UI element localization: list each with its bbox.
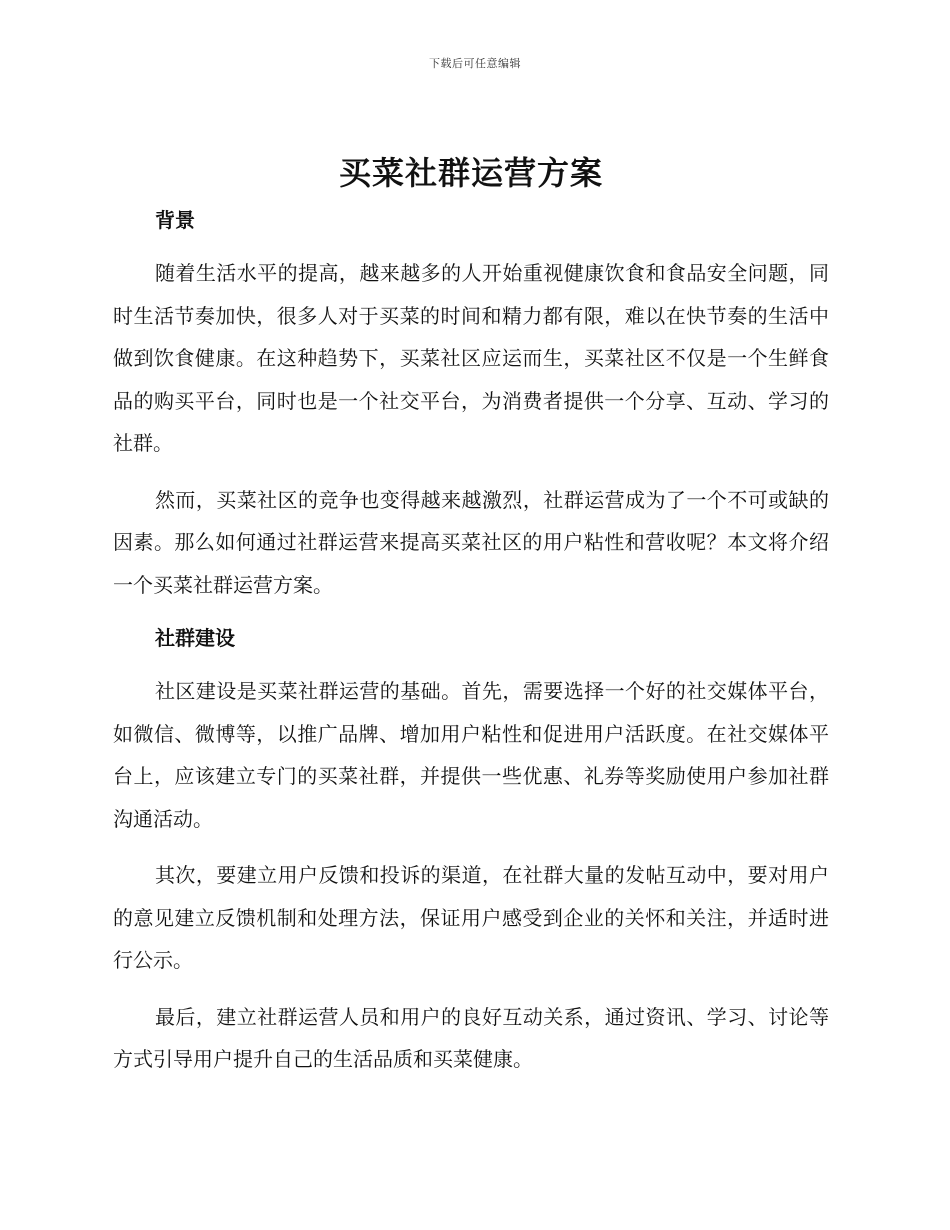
section-heading-background: 背景: [155, 208, 195, 232]
paragraph: 最后，建立社群运营人员和用户的良好互动关系，通过资讯、学习、讨论等方式引导用户提升自己的生活品质和买菜健康。: [113, 1004, 829, 1071]
header-note: 下载后可任意编辑: [429, 57, 521, 70]
document-body: [113, 150, 829, 1095]
section-heading-community-building: 社群建设: [155, 626, 235, 650]
paragraph: 随着生活水平的提高，越来越多的人开始重视健康饮食和食品安全问题，同时生活节奏加快，很多人对于买菜的时间和精力都有限，难以在快节奏的生活中做到饮食健康。在这种趋势下，买菜社区应运而生，买菜社区不仅是一个生鲜食品的购买平台，同时也是一个社交平台，为消费者提供一个分享、互动、学习的社群。: [113, 261, 829, 455]
paragraph: 然而，买菜社区的竞争也变得越来越激烈，社群运营成为了一个不可或缺的因素。那么如何通过社群运营来提高买菜社区的用户粘性和营收呢？本文将介绍一个买菜社群运营方案。: [113, 487, 829, 597]
document-title: 买菜社群运营方案: [338, 154, 603, 192]
section-community-building: [113, 624, 829, 1081]
section-background: [113, 206, 829, 606]
paragraph: 社区建设是买菜社群运营的基础。首先，需要选择一个好的社交媒体平台，如微信、微博等，以推广品牌、增加用户粘性和促进用户活跃度。在社交媒体平台上，应该建立专门的买菜社群，并提供一些优惠、礼券等奖励使用户参加社群沟通活动。: [113, 679, 829, 831]
paragraph: 其次，要建立用户反馈和投诉的渠道，在社群大量的发帖互动中，要对用户的意见建立反馈机制和处理方法，保证用户感受到企业的关怀和关注，并适时进行公示。: [113, 863, 829, 972]
